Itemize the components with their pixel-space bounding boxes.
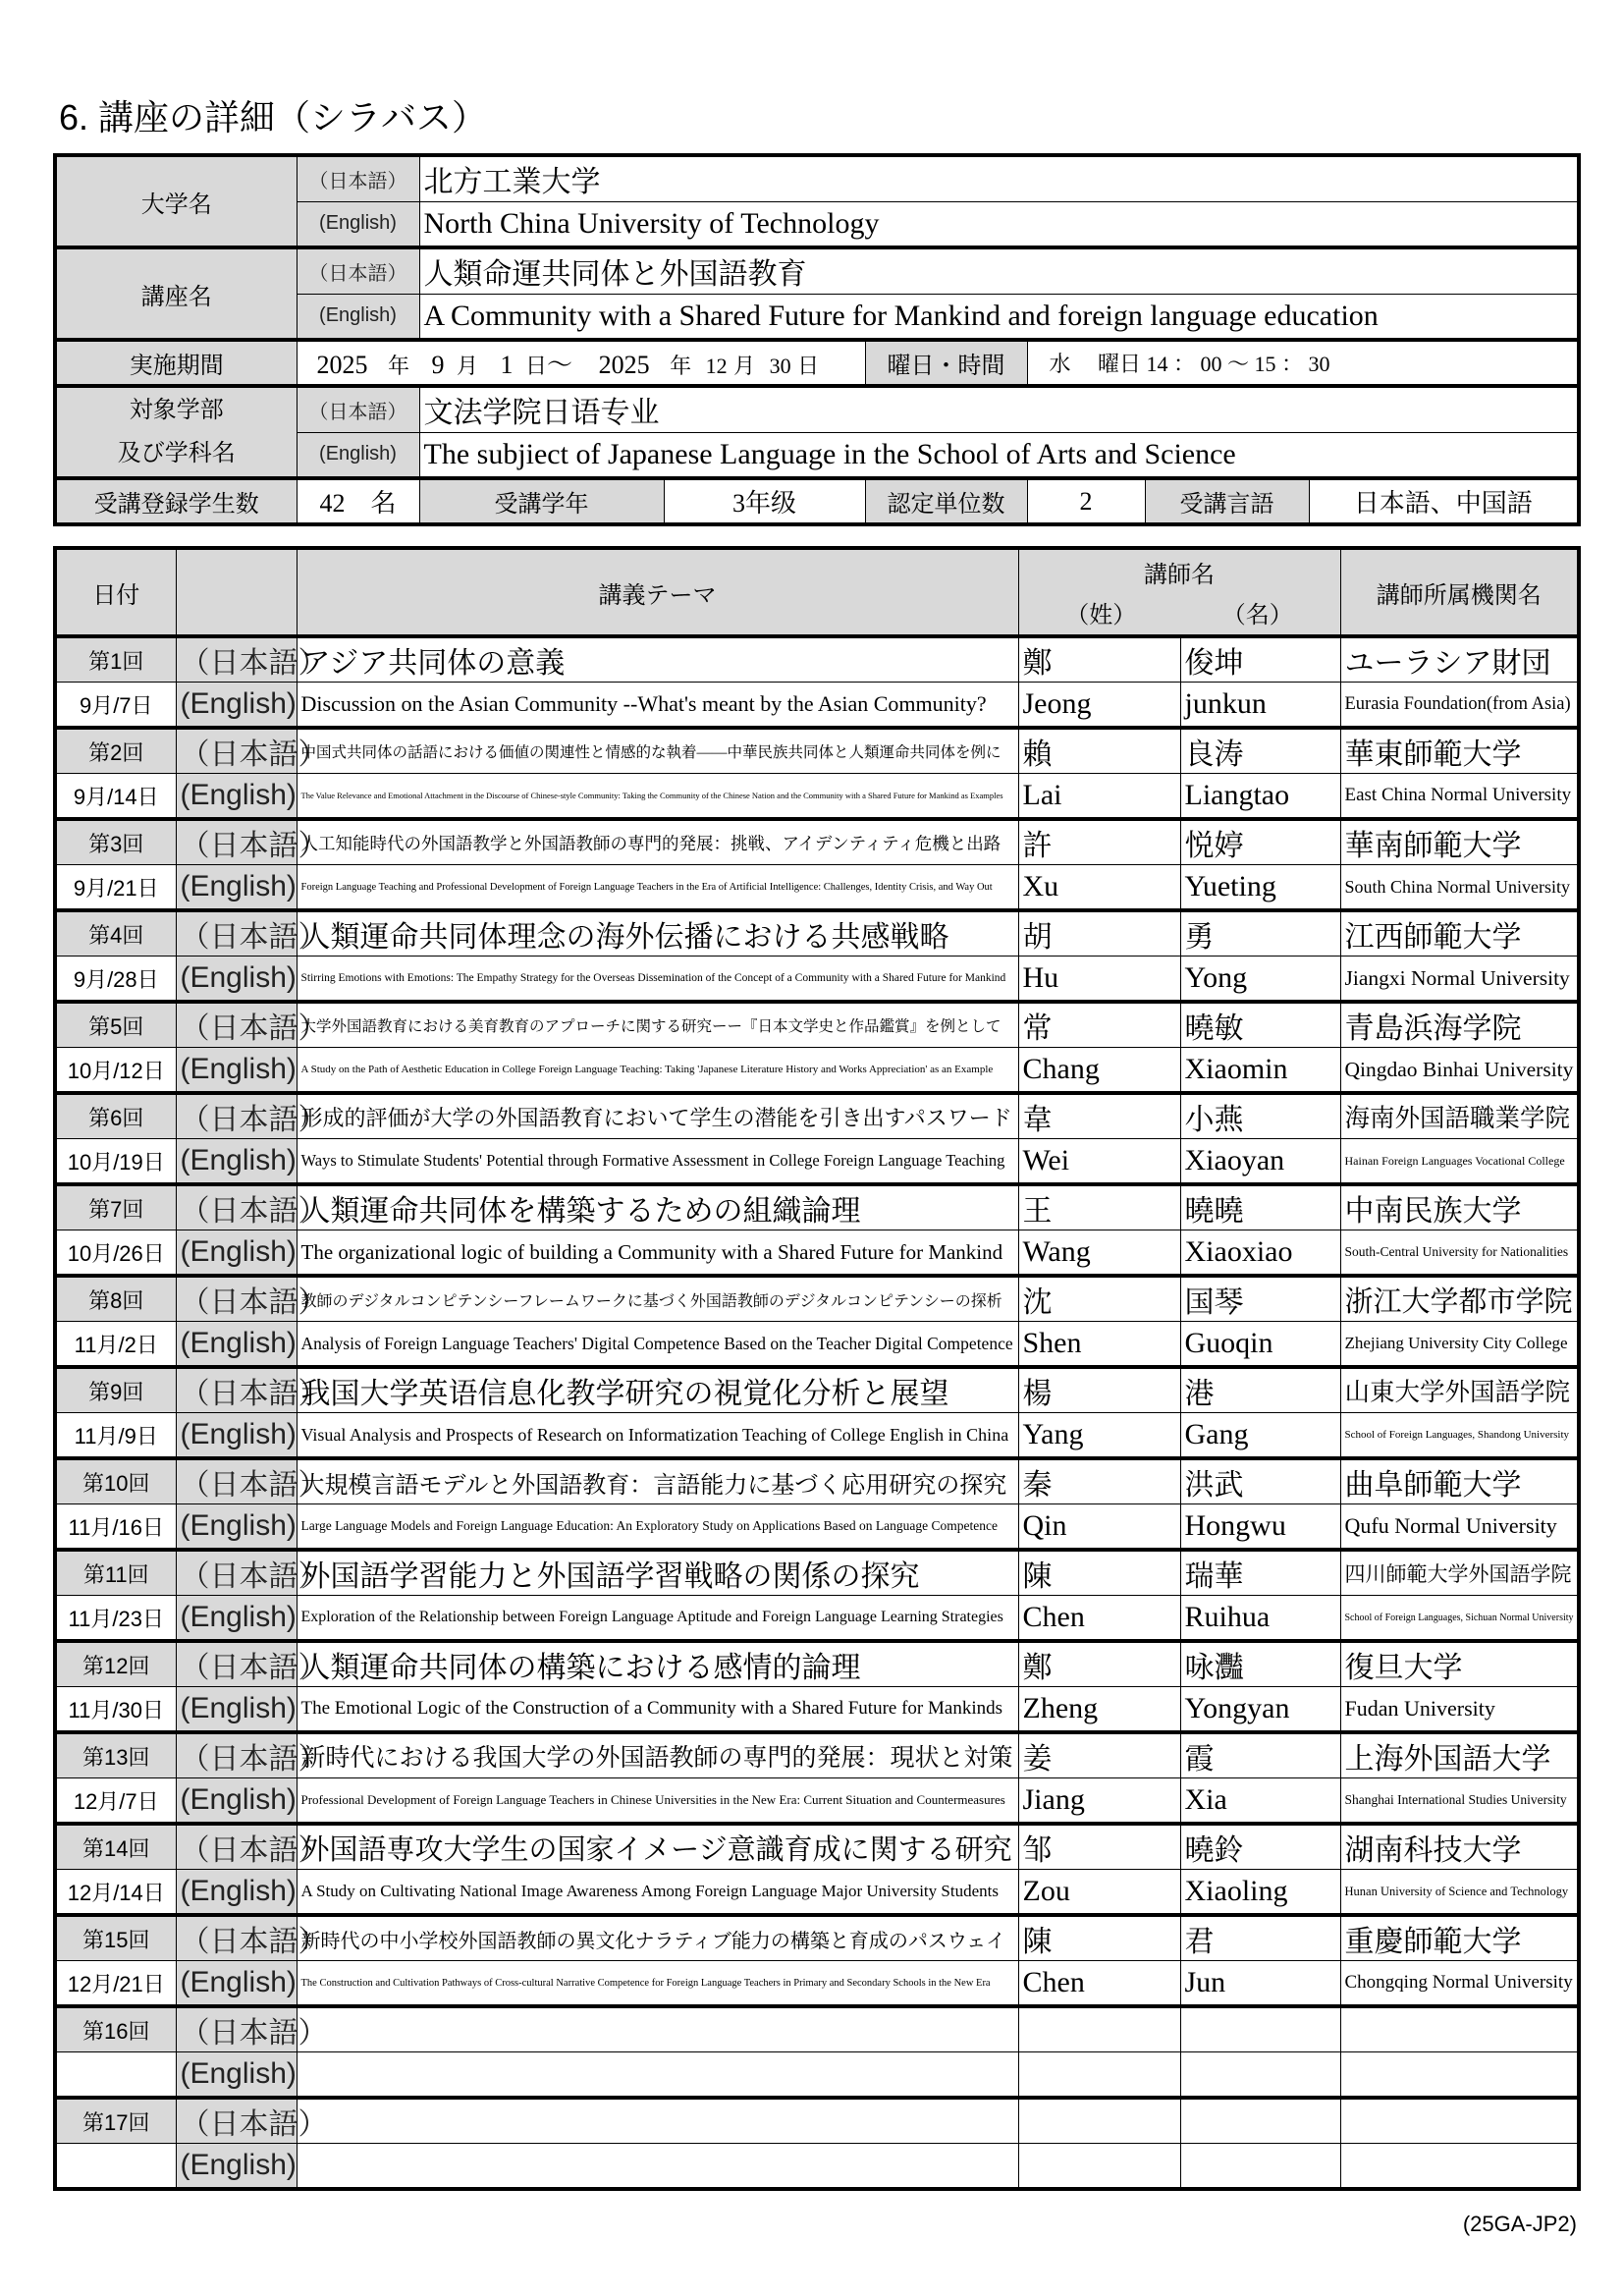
lecture-row-ja xyxy=(55,2098,1579,2144)
surname-en: Chen xyxy=(1018,1961,1180,2007)
affiliation-en: Fudan University xyxy=(1340,1687,1579,1733)
form-code: (25GA-JP2) xyxy=(1462,2212,1577,2236)
lang-label-ja: （日本語） xyxy=(176,910,297,957)
affiliation-en: Jiangxi Normal University xyxy=(1340,957,1579,1003)
lang-label-ja: （日本語） xyxy=(176,819,297,865)
lecture-row-en xyxy=(55,2144,1579,2190)
lecture-number: 第11回 xyxy=(55,1550,176,1596)
given-name-en: Guoqin xyxy=(1180,1322,1340,1368)
surname-en: Yang xyxy=(1018,1413,1180,1459)
surname-en xyxy=(1018,2052,1180,2099)
given-name-ja: 曉曉 xyxy=(1180,1184,1340,1230)
theme-ja: 我国大学英语信息化教学研究の視覚化分析と展望 xyxy=(297,1367,1018,1413)
lecture-row-en xyxy=(55,1230,1579,1277)
lang-label-ja: （日本語） xyxy=(176,1184,297,1230)
lecture-row-ja xyxy=(55,636,1579,683)
lecture-date xyxy=(55,2052,176,2099)
lang-label-ja: （日本語） xyxy=(176,1093,297,1139)
weekday-time-value: 水 曜日 14 ： 00 ～ 15 ： 30 xyxy=(1027,340,1579,386)
affiliation-en xyxy=(1340,2144,1579,2190)
affiliation-ja: 湖南科技大学 xyxy=(1340,1824,1579,1870)
lang-label-en: (English) xyxy=(176,1870,297,1916)
surname-en: Chang xyxy=(1018,1048,1180,1094)
given-name-ja: 良涛 xyxy=(1180,728,1340,774)
theme-ja xyxy=(297,2098,1018,2144)
lecture-date xyxy=(55,2144,176,2190)
year-unit: 年 xyxy=(670,354,692,378)
given-name-en: junkun xyxy=(1180,683,1340,729)
lecture-date: 10月/12日 xyxy=(55,1048,176,1094)
theme-ja: 人工知能時代の外国語教学と外国語教師の専門的発展：挑戦、アイデンティティ危機と出路 xyxy=(297,819,1018,865)
lecturer-header xyxy=(1018,548,1340,636)
given-name-en: Xiaoxiao xyxy=(1180,1230,1340,1277)
theme-en: Professional Development of Foreign Language Teachers in Chinese Universities in the New Era: Current Situation and Countermeasures xyxy=(297,1778,1018,1825)
lecture-row-en xyxy=(55,1961,1579,2007)
lang-label-ja: （日本語） xyxy=(176,1002,297,1048)
department-label xyxy=(55,386,297,478)
affiliation-ja: 重慶師範大学 xyxy=(1340,1915,1579,1961)
lecture-row-en xyxy=(55,2052,1579,2099)
lecture-date: 11月/9日 xyxy=(55,1413,176,1459)
lecture-row-ja xyxy=(55,910,1579,957)
department-ja: 文法学院日语专业 xyxy=(419,386,1579,432)
students-label: 受講登録学生数 xyxy=(55,478,297,524)
surname-ja: 陳 xyxy=(1018,1915,1180,1961)
theme-en: A Study on the Path of Aesthetic Education in College Foreign Language Teaching: Taking 'Japanese Literature History and Works Appreciation' as an Example xyxy=(297,1048,1018,1094)
surname-en: Zou xyxy=(1018,1870,1180,1916)
surname-en: Hu xyxy=(1018,957,1180,1003)
theme-en xyxy=(297,2144,1018,2190)
lecture-row-ja xyxy=(55,2006,1579,2052)
given-name-en: Xiaoyan xyxy=(1180,1139,1340,1185)
lecture-date: 9月/21日 xyxy=(55,865,176,911)
given-name-en xyxy=(1180,2144,1340,2190)
theme-en: Discussion on the Asian Community --What's meant by the Asian Community? xyxy=(297,683,1018,729)
affiliation-header: 講師所属機関名 xyxy=(1340,548,1579,636)
surname-ja: 鄭 xyxy=(1018,636,1180,683)
lecture-row-ja xyxy=(55,1824,1579,1870)
credits-value: 2 xyxy=(1027,478,1145,524)
lecture-row-en xyxy=(55,1048,1579,1094)
course-name-ja: 人類命運共同体と外国語教育 xyxy=(419,247,1579,294)
given-name-ja: 曉鈴 xyxy=(1180,1824,1340,1870)
theme-ja: 人類運命共同体理念の海外伝播における共感戦略 xyxy=(297,910,1018,957)
affiliation-ja: 中南民族大学 xyxy=(1340,1184,1579,1230)
lang-label-ja: （日本語） xyxy=(297,247,419,294)
lecture-date: 11月/30日 xyxy=(55,1687,176,1733)
surname-en: Chen xyxy=(1018,1596,1180,1642)
university-label: 大学名 xyxy=(55,155,297,247)
surname-en: Zheng xyxy=(1018,1687,1180,1733)
affiliation-en: Zhejiang University City College xyxy=(1340,1322,1579,1368)
theme-ja: 外国語学習能力と外国語学習戦略の関係の探究 xyxy=(297,1550,1018,1596)
affiliation-en: School of Foreign Languages, Sichuan Normal University xyxy=(1340,1596,1579,1642)
theme-en: Stirring Emotions with Emotions: The Empathy Strategy for the Overseas Dissemination of the Concept of a Community with a Shared Future for Mankind xyxy=(297,957,1018,1003)
surname-ja xyxy=(1018,2098,1180,2144)
lang-label-en: (English) xyxy=(176,1048,297,1094)
lecture-row-ja xyxy=(55,1002,1579,1048)
affiliation-ja: 四川師範大学外国語学院 xyxy=(1340,1550,1579,1596)
theme-ja: アジア共同体の意義 xyxy=(297,636,1018,683)
lang-label-ja: （日本語） xyxy=(176,1276,297,1322)
surname-ja: 鄭 xyxy=(1018,1641,1180,1687)
start-month: 9 xyxy=(431,351,445,379)
given-name-en: Gang xyxy=(1180,1413,1340,1459)
theme-ja: 新時代における我国大学の外国語教師の専門的発展：現状と対策 xyxy=(297,1732,1018,1778)
surname-en: Shen xyxy=(1018,1322,1180,1368)
lecture-row-ja xyxy=(55,1093,1579,1139)
lang-label-ja: （日本語） xyxy=(176,1824,297,1870)
lecture-row-ja xyxy=(55,1276,1579,1322)
date-header: 日付 xyxy=(55,548,176,636)
affiliation-en: Shanghai International Studies University xyxy=(1340,1778,1579,1825)
lang-label-en: (English) xyxy=(176,865,297,911)
month-unit: 月 xyxy=(733,354,756,378)
lecture-date: 9月/28日 xyxy=(55,957,176,1003)
lang-label-en: (English) xyxy=(176,1596,297,1642)
theme-ja: 外国語専攻大学生の国家イメージ意識育成に関する研究 xyxy=(297,1824,1018,1870)
affiliation-en: South-Central University for Nationalities xyxy=(1340,1230,1579,1277)
lecture-date: 10月/19日 xyxy=(55,1139,176,1185)
lecture-row-en xyxy=(55,1596,1579,1642)
lecture-row-ja xyxy=(55,1550,1579,1596)
surname-ja: 胡 xyxy=(1018,910,1180,957)
theme-en: Ways to Stimulate Students' Potential through Formative Assessment in College Foreign Language Teaching xyxy=(297,1139,1018,1185)
university-name-en: North China University of Technology xyxy=(419,201,1579,247)
affiliation-ja: 華南師範大学 xyxy=(1340,819,1579,865)
lecture-number: 第8回 xyxy=(55,1276,176,1322)
affiliation-ja: 青島浜海学院 xyxy=(1340,1002,1579,1048)
affiliation-ja: 復旦大学 xyxy=(1340,1641,1579,1687)
theme-en xyxy=(297,2052,1018,2099)
lecture-number: 第12回 xyxy=(55,1641,176,1687)
lecture-number: 第3回 xyxy=(55,819,176,865)
affiliation-ja: 山東大学外国語学院 xyxy=(1340,1367,1579,1413)
given-name-ja: 国琴 xyxy=(1180,1276,1340,1322)
lang-label-en: (English) xyxy=(176,1778,297,1825)
given-name-ja: 君 xyxy=(1180,1915,1340,1961)
lang-label-ja: （日本語） xyxy=(176,2006,297,2052)
lecture-row-en xyxy=(55,1139,1579,1185)
surname-header: （姓） xyxy=(1065,602,1137,629)
given-name-ja: 悦婷 xyxy=(1180,819,1340,865)
lecture-number: 第6回 xyxy=(55,1093,176,1139)
surname-ja: 常 xyxy=(1018,1002,1180,1048)
given-name-en: Yong xyxy=(1180,957,1340,1003)
given-name-en: Xiaomin xyxy=(1180,1048,1340,1094)
lecture-date: 10月/26日 xyxy=(55,1230,176,1277)
lang-label-ja: （日本語） xyxy=(176,2098,297,2144)
lecture-row-en xyxy=(55,1322,1579,1368)
surname-ja: 賴 xyxy=(1018,728,1180,774)
lang-label-ja: （日本語） xyxy=(176,1550,297,1596)
lecture-date: 12月/14日 xyxy=(55,1870,176,1916)
given-name-en: Xia xyxy=(1180,1778,1340,1825)
theme-ja: 大学外国語教育における美育教育のアプローチに関する研究ーー『日本文学史と作品鑑賞』を例として xyxy=(297,1002,1018,1048)
theme-ja: 形成的評価が大学の外国語教育において学生の潜能を引き出すパスワード xyxy=(297,1093,1018,1139)
affiliation-en: Qufu Normal University xyxy=(1340,1504,1579,1551)
lang-label-ja: （日本語） xyxy=(176,728,297,774)
affiliation-ja: ユーラシア財団 xyxy=(1340,636,1579,683)
affiliation-en: Hunan University of Science and Technology xyxy=(1340,1870,1579,1916)
theme-en: The organizational logic of building a Community with a Shared Future for Mankind xyxy=(297,1230,1018,1277)
lang-label-en: (English) xyxy=(297,201,419,247)
surname-ja: 王 xyxy=(1018,1184,1180,1230)
lang-label-en: (English) xyxy=(176,683,297,729)
given-name-ja: 俊坤 xyxy=(1180,636,1340,683)
month-unit: 月 xyxy=(457,354,479,378)
affiliation-ja: 江西師範大学 xyxy=(1340,910,1579,957)
affiliation-ja: 上海外国語大学 xyxy=(1340,1732,1579,1778)
given-name-ja: 瑞華 xyxy=(1180,1550,1340,1596)
year-unit: 年 xyxy=(388,354,410,378)
affiliation-ja xyxy=(1340,2006,1579,2052)
affiliation-ja: 華東師範大学 xyxy=(1340,728,1579,774)
theme-en: The Construction and Cultivation Pathways of Cross-cultural Narrative Competence for Foreign Language Teachers in Primary and Secondary Schools in the New Era xyxy=(297,1961,1018,2007)
surname-en: Qin xyxy=(1018,1504,1180,1551)
given-name-en: Yongyan xyxy=(1180,1687,1340,1733)
lang-label-en: (English) xyxy=(176,1961,297,2007)
affiliation-en: Qingdao Binhai University xyxy=(1340,1048,1579,1094)
surname-ja: 楊 xyxy=(1018,1367,1180,1413)
given-name-en: Hongwu xyxy=(1180,1504,1340,1551)
theme-en: The Value Relevance and Emotional Attachment in the Discourse of Chinese-style Community: Taking the Community of the Chinese Nation and the Community with a Shared Future for Mankind as Examples xyxy=(297,774,1018,820)
course-info-table xyxy=(53,153,1581,526)
theme-header: 講義テーマ xyxy=(297,548,1018,636)
surname-en: Jeong xyxy=(1018,683,1180,729)
lecture-date: 11月/2日 xyxy=(55,1322,176,1368)
surname-ja: 秦 xyxy=(1018,1458,1180,1504)
lecture-date: 12月/7日 xyxy=(55,1778,176,1825)
period-value xyxy=(297,340,865,386)
lecture-row-ja xyxy=(55,1732,1579,1778)
surname-ja: 陳 xyxy=(1018,1550,1180,1596)
lecture-row-en xyxy=(55,1504,1579,1551)
given-name-en: Liangtao xyxy=(1180,774,1340,820)
given-name-ja: 霞 xyxy=(1180,1732,1340,1778)
given-name-ja: 港 xyxy=(1180,1367,1340,1413)
given-name-ja: 咏灩 xyxy=(1180,1641,1340,1687)
lang-label-en: (English) xyxy=(176,1139,297,1185)
given-name-ja: 洪武 xyxy=(1180,1458,1340,1504)
lecture-number: 第1回 xyxy=(55,636,176,683)
lang-label-ja: （日本語） xyxy=(176,1641,297,1687)
given-name-ja xyxy=(1180,2006,1340,2052)
lecture-number: 第2回 xyxy=(55,728,176,774)
lecture-number: 第5回 xyxy=(55,1002,176,1048)
end-month: 12 xyxy=(705,354,728,378)
students-value: 42 名 xyxy=(297,478,419,524)
lecture-row-ja xyxy=(55,819,1579,865)
lang-label-ja: （日本語） xyxy=(297,386,419,432)
given-name-ja: 小燕 xyxy=(1180,1093,1340,1139)
given-name-ja: 曉敏 xyxy=(1180,1002,1340,1048)
lecturer-header-label: 講師名 xyxy=(1144,562,1215,588)
lecture-number: 第4回 xyxy=(55,910,176,957)
period-label: 実施期間 xyxy=(55,340,297,386)
department-label-line1: 対象学部 xyxy=(129,397,224,423)
lecture-date: 9月/14日 xyxy=(55,774,176,820)
lecture-row-en xyxy=(55,774,1579,820)
lecture-number: 第17回 xyxy=(55,2098,176,2144)
surname-ja xyxy=(1018,2006,1180,2052)
surname-en xyxy=(1018,2144,1180,2190)
start-day: 1 xyxy=(500,351,514,379)
given-name-ja xyxy=(1180,2098,1340,2144)
lang-label-ja: （日本語） xyxy=(176,1732,297,1778)
lecture-row-ja xyxy=(55,1184,1579,1230)
theme-en: Analysis of Foreign Language Teachers' Digital Competence Based on the Teacher Digital Competence xyxy=(297,1322,1018,1368)
affiliation-en: School of Foreign Languages, Shandong University xyxy=(1340,1413,1579,1459)
theme-ja: 教師のデジタルコンピテンシーフレームワークに基づく外国語教師のデジタルコンピテンシーの探析 xyxy=(297,1276,1018,1322)
affiliation-ja: 海南外国語職業学院 xyxy=(1340,1093,1579,1139)
theme-en: Exploration of the Relationship between Foreign Language Aptitude and Foreign Language Learning Strategies xyxy=(297,1596,1018,1642)
lecture-row-en xyxy=(55,1870,1579,1916)
affiliation-ja: 曲阜師範大学 xyxy=(1340,1458,1579,1504)
lang-label-ja: （日本語） xyxy=(176,1915,297,1961)
grade-label: 受講学年 xyxy=(419,478,664,524)
lang-label-en: (English) xyxy=(176,1504,297,1551)
language-label: 受講言語 xyxy=(1145,478,1309,524)
course-name-en: A Community with a Shared Future for Mankind and foreign language education xyxy=(419,294,1579,340)
theme-en: A Study on Cultivating National Image Awareness Among Foreign Language Major University Students xyxy=(297,1870,1018,1916)
lang-label-en: (English) xyxy=(176,2052,297,2099)
schedule-table xyxy=(53,546,1581,2191)
start-year: 2025 xyxy=(316,351,368,379)
given-name-ja: 勇 xyxy=(1180,910,1340,957)
given-name-en xyxy=(1180,2052,1340,2099)
affiliation-ja xyxy=(1340,2098,1579,2144)
lang-label-en: (English) xyxy=(297,294,419,340)
lang-label-en: (English) xyxy=(176,1413,297,1459)
lang-header xyxy=(176,548,297,636)
theme-en: The Emotional Logic of the Construction of a Community with a Shared Future for Mankinds xyxy=(297,1687,1018,1733)
affiliation-en: Hainan Foreign Languages Vocational College xyxy=(1340,1139,1579,1185)
credits-label: 認定単位数 xyxy=(865,478,1027,524)
theme-en: Large Language Models and Foreign Language Education: An Exploratory Study on Applications Based on Language Competence xyxy=(297,1504,1018,1551)
lecture-number: 第9回 xyxy=(55,1367,176,1413)
department-label-line2: 及び学科名 xyxy=(117,440,236,466)
lecture-row-ja xyxy=(55,1915,1579,1961)
end-day: 30 xyxy=(769,354,791,378)
lang-label-en: (English) xyxy=(176,957,297,1003)
department-en: The subjiect of Japanese Language in the School of Arts and Science xyxy=(419,432,1579,478)
surname-ja: 韋 xyxy=(1018,1093,1180,1139)
lang-label-en: (English) xyxy=(176,1322,297,1368)
lang-label-en: (English) xyxy=(176,774,297,820)
lang-label-en: (English) xyxy=(176,1687,297,1733)
given-name-en: Ruihua xyxy=(1180,1596,1340,1642)
theme-ja: 新時代の中小学校外国語教師の異文化ナラティブ能力の構築と育成のパスウェイ xyxy=(297,1915,1018,1961)
theme-ja xyxy=(297,2006,1018,2052)
given-name-header: （名） xyxy=(1221,602,1293,629)
given-name-en: Xiaoling xyxy=(1180,1870,1340,1916)
day-unit: 日 xyxy=(797,354,820,378)
theme-ja: 中国式共同体の話語における価値の関連性と情感的な執着――中華民族共同体と人類運命共同体を例に xyxy=(297,728,1018,774)
surname-ja: 沈 xyxy=(1018,1276,1180,1322)
lecture-row-ja xyxy=(55,1641,1579,1687)
lang-label-en: (English) xyxy=(176,2144,297,2190)
lecture-number: 第15回 xyxy=(55,1915,176,1961)
lecture-row-en xyxy=(55,957,1579,1003)
surname-en: Lai xyxy=(1018,774,1180,820)
surname-ja: 邹 xyxy=(1018,1824,1180,1870)
course-label: 講座名 xyxy=(55,247,297,340)
lecture-row-ja xyxy=(55,1367,1579,1413)
day-unit: 日 xyxy=(525,354,548,378)
lecture-row-ja xyxy=(55,728,1579,774)
lecture-date: 11月/23日 xyxy=(55,1596,176,1642)
surname-ja: 姜 xyxy=(1018,1732,1180,1778)
lecture-number: 第14回 xyxy=(55,1824,176,1870)
language-value: 日本語、中国語 xyxy=(1309,478,1579,524)
lecture-date: 9月/7日 xyxy=(55,683,176,729)
lecture-number: 第10回 xyxy=(55,1458,176,1504)
lang-label-ja: （日本語） xyxy=(176,1367,297,1413)
theme-ja: 人類運命共同体を構築するための組織論理 xyxy=(297,1184,1018,1230)
tilde: ～ xyxy=(547,351,573,379)
affiliation-en: East China Normal University xyxy=(1340,774,1579,820)
affiliation-en: South China Normal University xyxy=(1340,865,1579,911)
theme-en: Visual Analysis and Prospects of Research on Informatization Teaching of College English in China xyxy=(297,1413,1018,1459)
lecture-number: 第16回 xyxy=(55,2006,176,2052)
lecture-row-ja xyxy=(55,1458,1579,1504)
surname-en: Wei xyxy=(1018,1139,1180,1185)
lecture-number: 第13回 xyxy=(55,1732,176,1778)
affiliation-en xyxy=(1340,2052,1579,2099)
surname-en: Jiang xyxy=(1018,1778,1180,1825)
lecture-date: 12月/21日 xyxy=(55,1961,176,2007)
lang-label-en: (English) xyxy=(297,432,419,478)
grade-value: 3年级 xyxy=(664,478,865,524)
affiliation-en: Eurasia Foundation(from Asia) xyxy=(1340,683,1579,729)
affiliation-ja: 浙江大学都市学院 xyxy=(1340,1276,1579,1322)
lecture-row-en xyxy=(55,865,1579,911)
theme-ja: 大規模言語モデルと外国語教育：言語能力に基づく応用研究の探究 xyxy=(297,1458,1018,1504)
end-year: 2025 xyxy=(598,351,650,379)
lecture-number: 第7回 xyxy=(55,1184,176,1230)
lecture-row-en xyxy=(55,1778,1579,1825)
university-name-ja: 北方工業大学 xyxy=(419,155,1579,201)
page-title: 6. 講座の詳細（シラバス） xyxy=(59,97,488,137)
surname-en: Wang xyxy=(1018,1230,1180,1277)
affiliation-en: Chongqing Normal University xyxy=(1340,1961,1579,2007)
lecture-date: 11月/16日 xyxy=(55,1504,176,1551)
lang-label-ja: （日本語） xyxy=(176,1458,297,1504)
lang-label-en: (English) xyxy=(176,1230,297,1277)
given-name-en: Yueting xyxy=(1180,865,1340,911)
lecture-row-en xyxy=(55,1687,1579,1733)
surname-ja: 許 xyxy=(1018,819,1180,865)
lang-label-ja: （日本語） xyxy=(297,155,419,201)
given-name-en: Jun xyxy=(1180,1961,1340,2007)
lecture-row-en xyxy=(55,1413,1579,1459)
weekday-time-label: 曜日・時間 xyxy=(865,340,1027,386)
lang-label-ja: （日本語） xyxy=(176,636,297,683)
theme-ja: 人類運命共同体の構築における感情的論理 xyxy=(297,1641,1018,1687)
lecture-row-en xyxy=(55,683,1579,729)
theme-en: Foreign Language Teaching and Professional Development of Foreign Language Teachers in the Era of Artificial Intelligence: Challenges, Identity Crisis, and Way Out xyxy=(297,865,1018,911)
surname-en: Xu xyxy=(1018,865,1180,911)
